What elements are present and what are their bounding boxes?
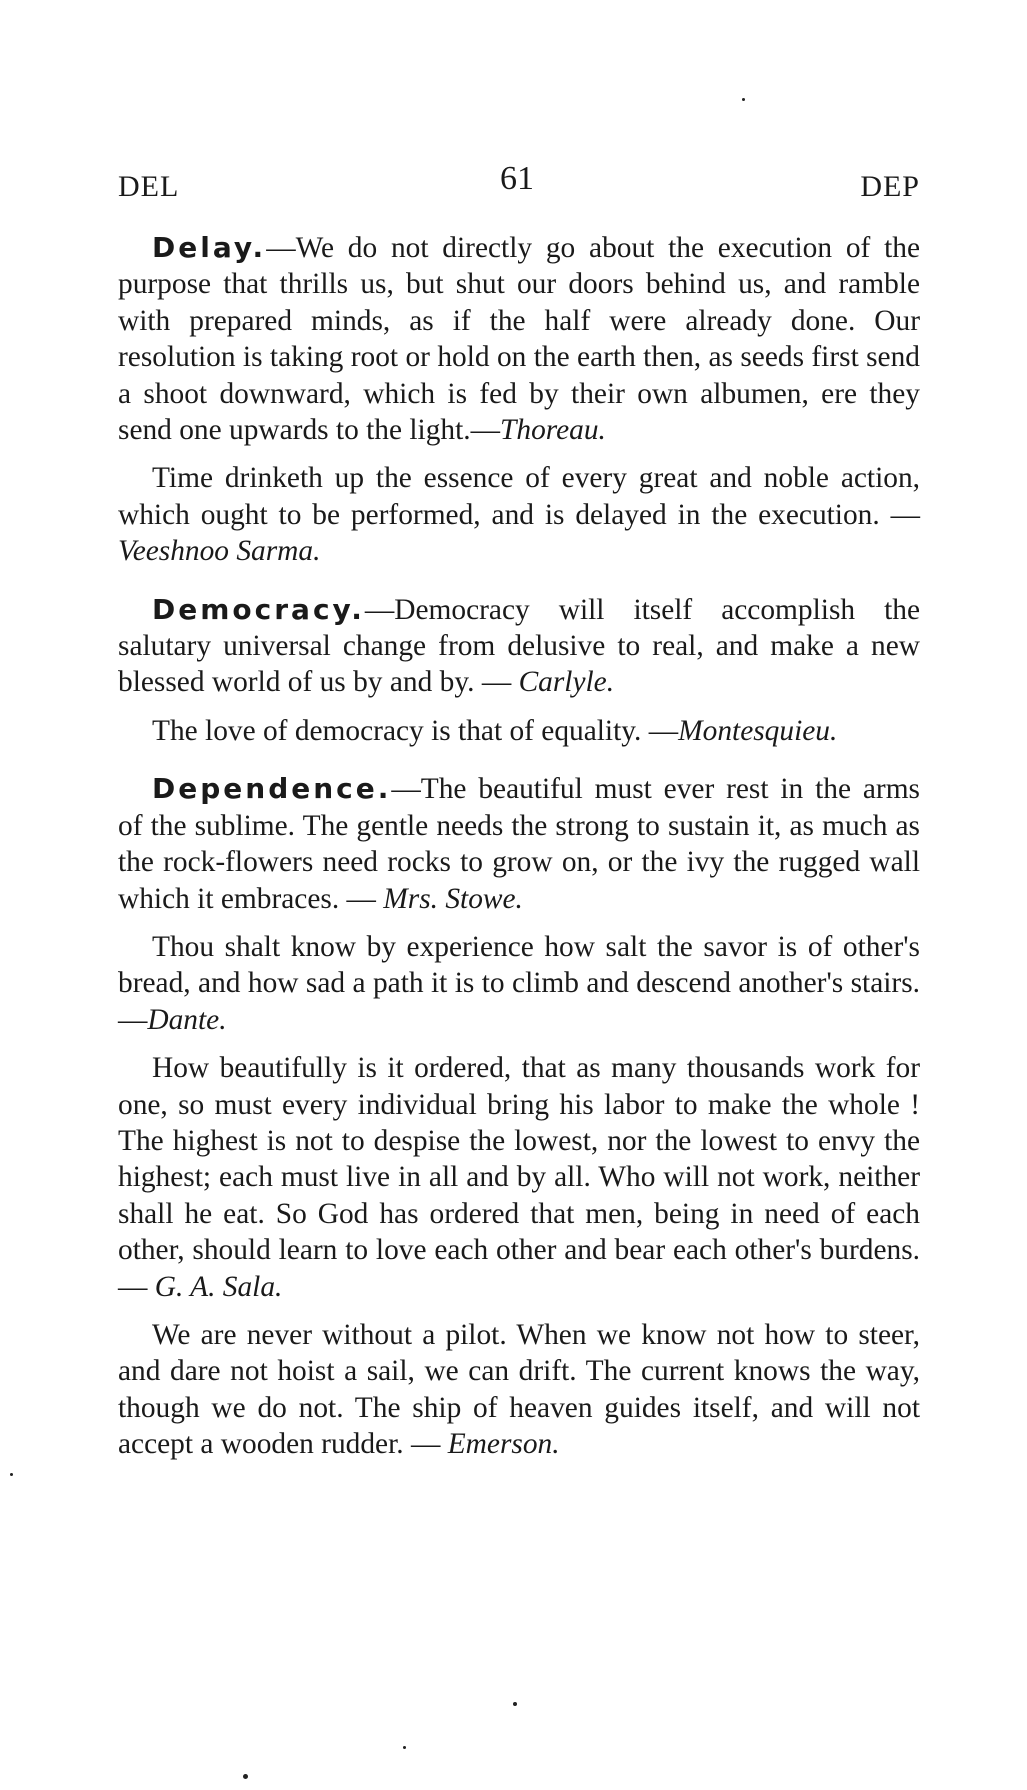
dash: — <box>118 1003 148 1036</box>
page-number: 61 <box>500 160 534 197</box>
quotation-delay-sarma <box>118 460 920 569</box>
running-head <box>118 160 920 212</box>
dash: — <box>346 882 376 915</box>
topic-heading-democracy: Democracy. <box>152 592 365 626</box>
quotation-text: The love of democracy is that of equality. <box>152 714 642 747</box>
quotation-delay-thoreau <box>118 230 920 448</box>
dash: — <box>391 773 421 806</box>
dash: — <box>481 666 512 699</box>
quotation-text: We are never without a pilot. When we know not how to steer, and dare not hoist a sail, we can drift. The current knows the way, though we do not. The ship of heaven guides itself, and will not accept a wooden rudder. <box>118 1318 920 1461</box>
quotation-author: Thoreau. <box>500 414 606 447</box>
quotation-author: Montesquieu. <box>678 714 838 747</box>
dash: — <box>890 498 920 531</box>
quotation-text: The beautiful must ever rest in the arms of the sublime. The gentle needs the strong to sustain it, as much as the rock-flowers need rocks to grow on, or the ivy the rugged wall which it embraces. <box>118 773 920 915</box>
scan-speck <box>243 1774 248 1779</box>
topic-heading-dependence: Dependence. <box>152 772 392 806</box>
quotation-author: Mrs. Stowe. <box>383 882 523 915</box>
quotation-text: Time drinketh up the essence of every great and noble action, which ought to be performed, and is delayed in the execution. <box>118 462 920 531</box>
dash: — <box>410 1428 441 1461</box>
quotation-democracy-carlyle <box>118 592 920 701</box>
book-page <box>118 160 920 1475</box>
quotation-dependence-emerson <box>118 1317 920 1463</box>
dash: — <box>118 1270 148 1303</box>
quotation-author: Emerson. <box>447 1428 560 1461</box>
quotation-list <box>118 230 920 1463</box>
quotation-dependence-stowe <box>118 771 920 917</box>
topic-heading-delay: Delay. <box>152 231 267 264</box>
scan-speck <box>403 1746 406 1749</box>
quotation-text: Thou shalt know by experience how salt the savor is of other's bread, and how sad a path it is to climb and descend another's stairs. <box>118 930 920 1000</box>
dash: — <box>648 714 679 747</box>
quotation-democracy-montesquieu <box>118 713 920 749</box>
quotation-dependence-dante <box>118 929 920 1038</box>
quotation-text: How beautifully is it ordered, that as many thousands work for one, so must every individual bring his labor to make the whole ! The highest is not to despise the lowest, nor the lowest to envy the highest; each must live in all and by all. Who will not work, neither shall he eat. So God has ordered that men, being in need of each other, should learn to love each other and bear each other's burdens. <box>118 1052 920 1267</box>
header-right-guide-word: DEP <box>860 170 920 203</box>
quotation-author: G. A. Sala. <box>154 1270 283 1303</box>
dash: — <box>266 232 296 264</box>
header-left-guide-word: DEL <box>118 170 180 203</box>
quotation-dependence-sala <box>118 1050 920 1305</box>
quotation-text: We do not directly go about the execution of the purpose that thrills us, but shut our doors behind us, and ramble with prepared minds, as if the half were already done. Our resolution is taking root or hold on the earth then, as seeds first send a shoot downward, which is fed by their own albumen, ere they send one upwards to the light. <box>118 232 920 447</box>
scan-speck <box>513 1702 517 1706</box>
quotation-text: Democracy will itself accomplish the salutary universal change from delusive to real, and make a new blessed world of us by and by. <box>118 593 920 699</box>
dash: — <box>470 414 501 447</box>
dash: — <box>364 593 395 626</box>
scan-speck <box>742 98 745 101</box>
quotation-author: Dante. <box>147 1003 227 1036</box>
quotation-author: Carlyle. <box>518 666 615 699</box>
scan-speck <box>10 1473 13 1476</box>
quotation-author: Veeshnoo Sarma. <box>118 535 321 568</box>
